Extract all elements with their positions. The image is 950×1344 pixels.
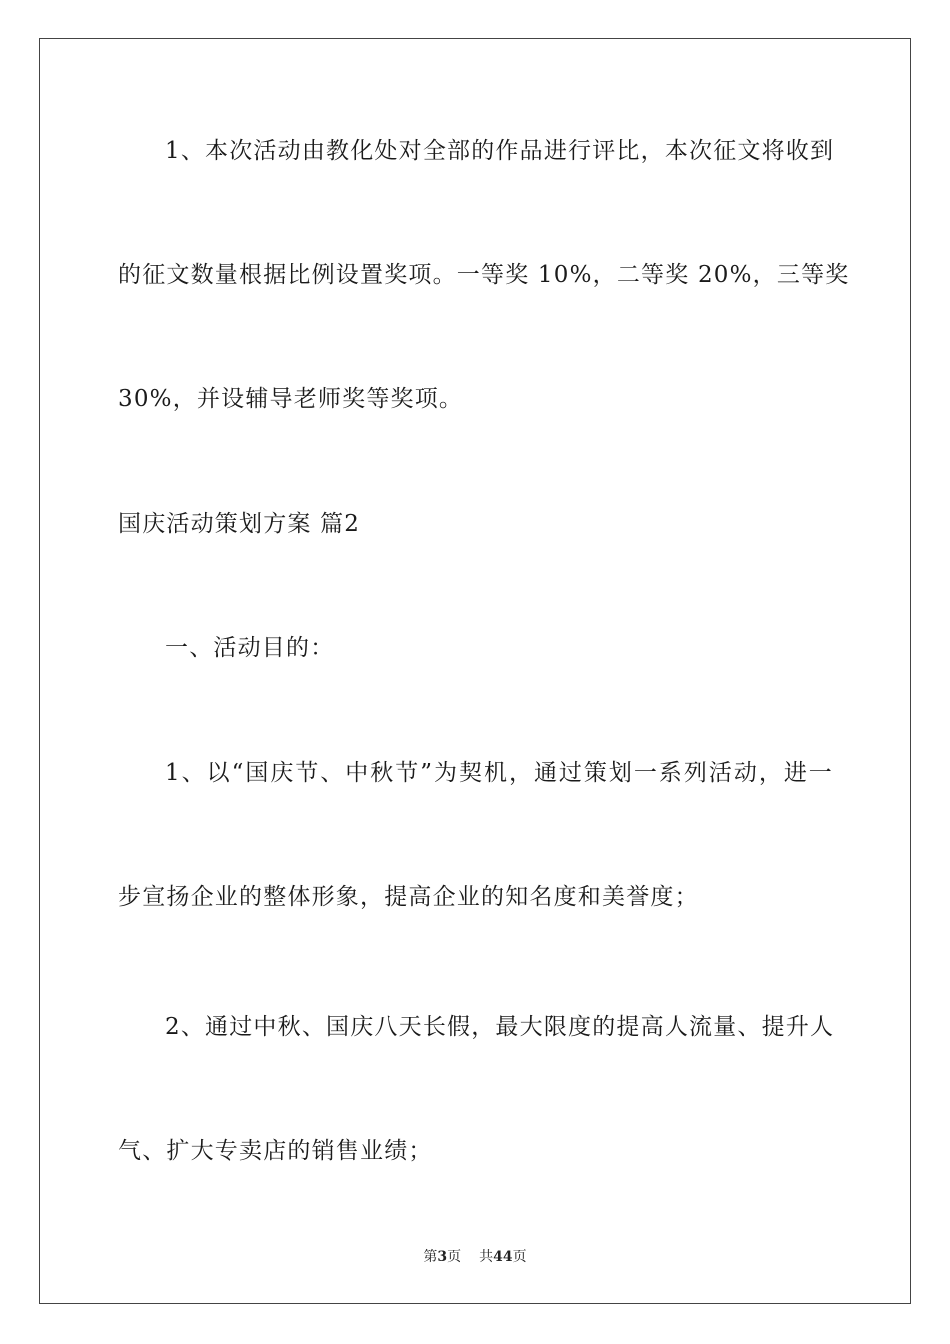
paragraph-line-8: 2、通过中秋、国庆八天长假，最大限度的提高人流量、提升人 (165, 1014, 835, 1040)
paragraph-line-7: 步宣扬企业的整体形象，提高企业的知名度和美誉度； (118, 884, 699, 910)
paragraph-line-9: 气、扩大专卖店的销售业绩； (118, 1138, 433, 1164)
total-suffix: 页 (512, 1249, 527, 1265)
paragraph-line-1: 1、本次活动由教化处对全部的作品进行评比，本次征文将收到 (165, 138, 835, 164)
total-pages: 44 (493, 1249, 513, 1265)
page-border (39, 38, 911, 1304)
total-prefix: 共 (479, 1249, 494, 1265)
paragraph-line-6: 1、以“国庆节、中秋节”为契机，通过策划一系列活动，进一 (165, 760, 833, 786)
page-number: 3 (437, 1249, 448, 1265)
page-prefix: 第 (423, 1249, 438, 1265)
paragraph-line-2: 的征文数量根据比例设置奖项。一等奖 10%，二等奖 20%，三等奖 (118, 262, 850, 288)
subheading-purpose: 一、活动目的： (165, 635, 335, 661)
page-suffix: 页 (447, 1249, 462, 1265)
paragraph-line-3: 30%，并设辅导老师奖等奖项。 (118, 386, 464, 412)
section-heading: 国庆活动策划方案 篇2 (118, 511, 361, 537)
page-footer (0, 1247, 950, 1267)
